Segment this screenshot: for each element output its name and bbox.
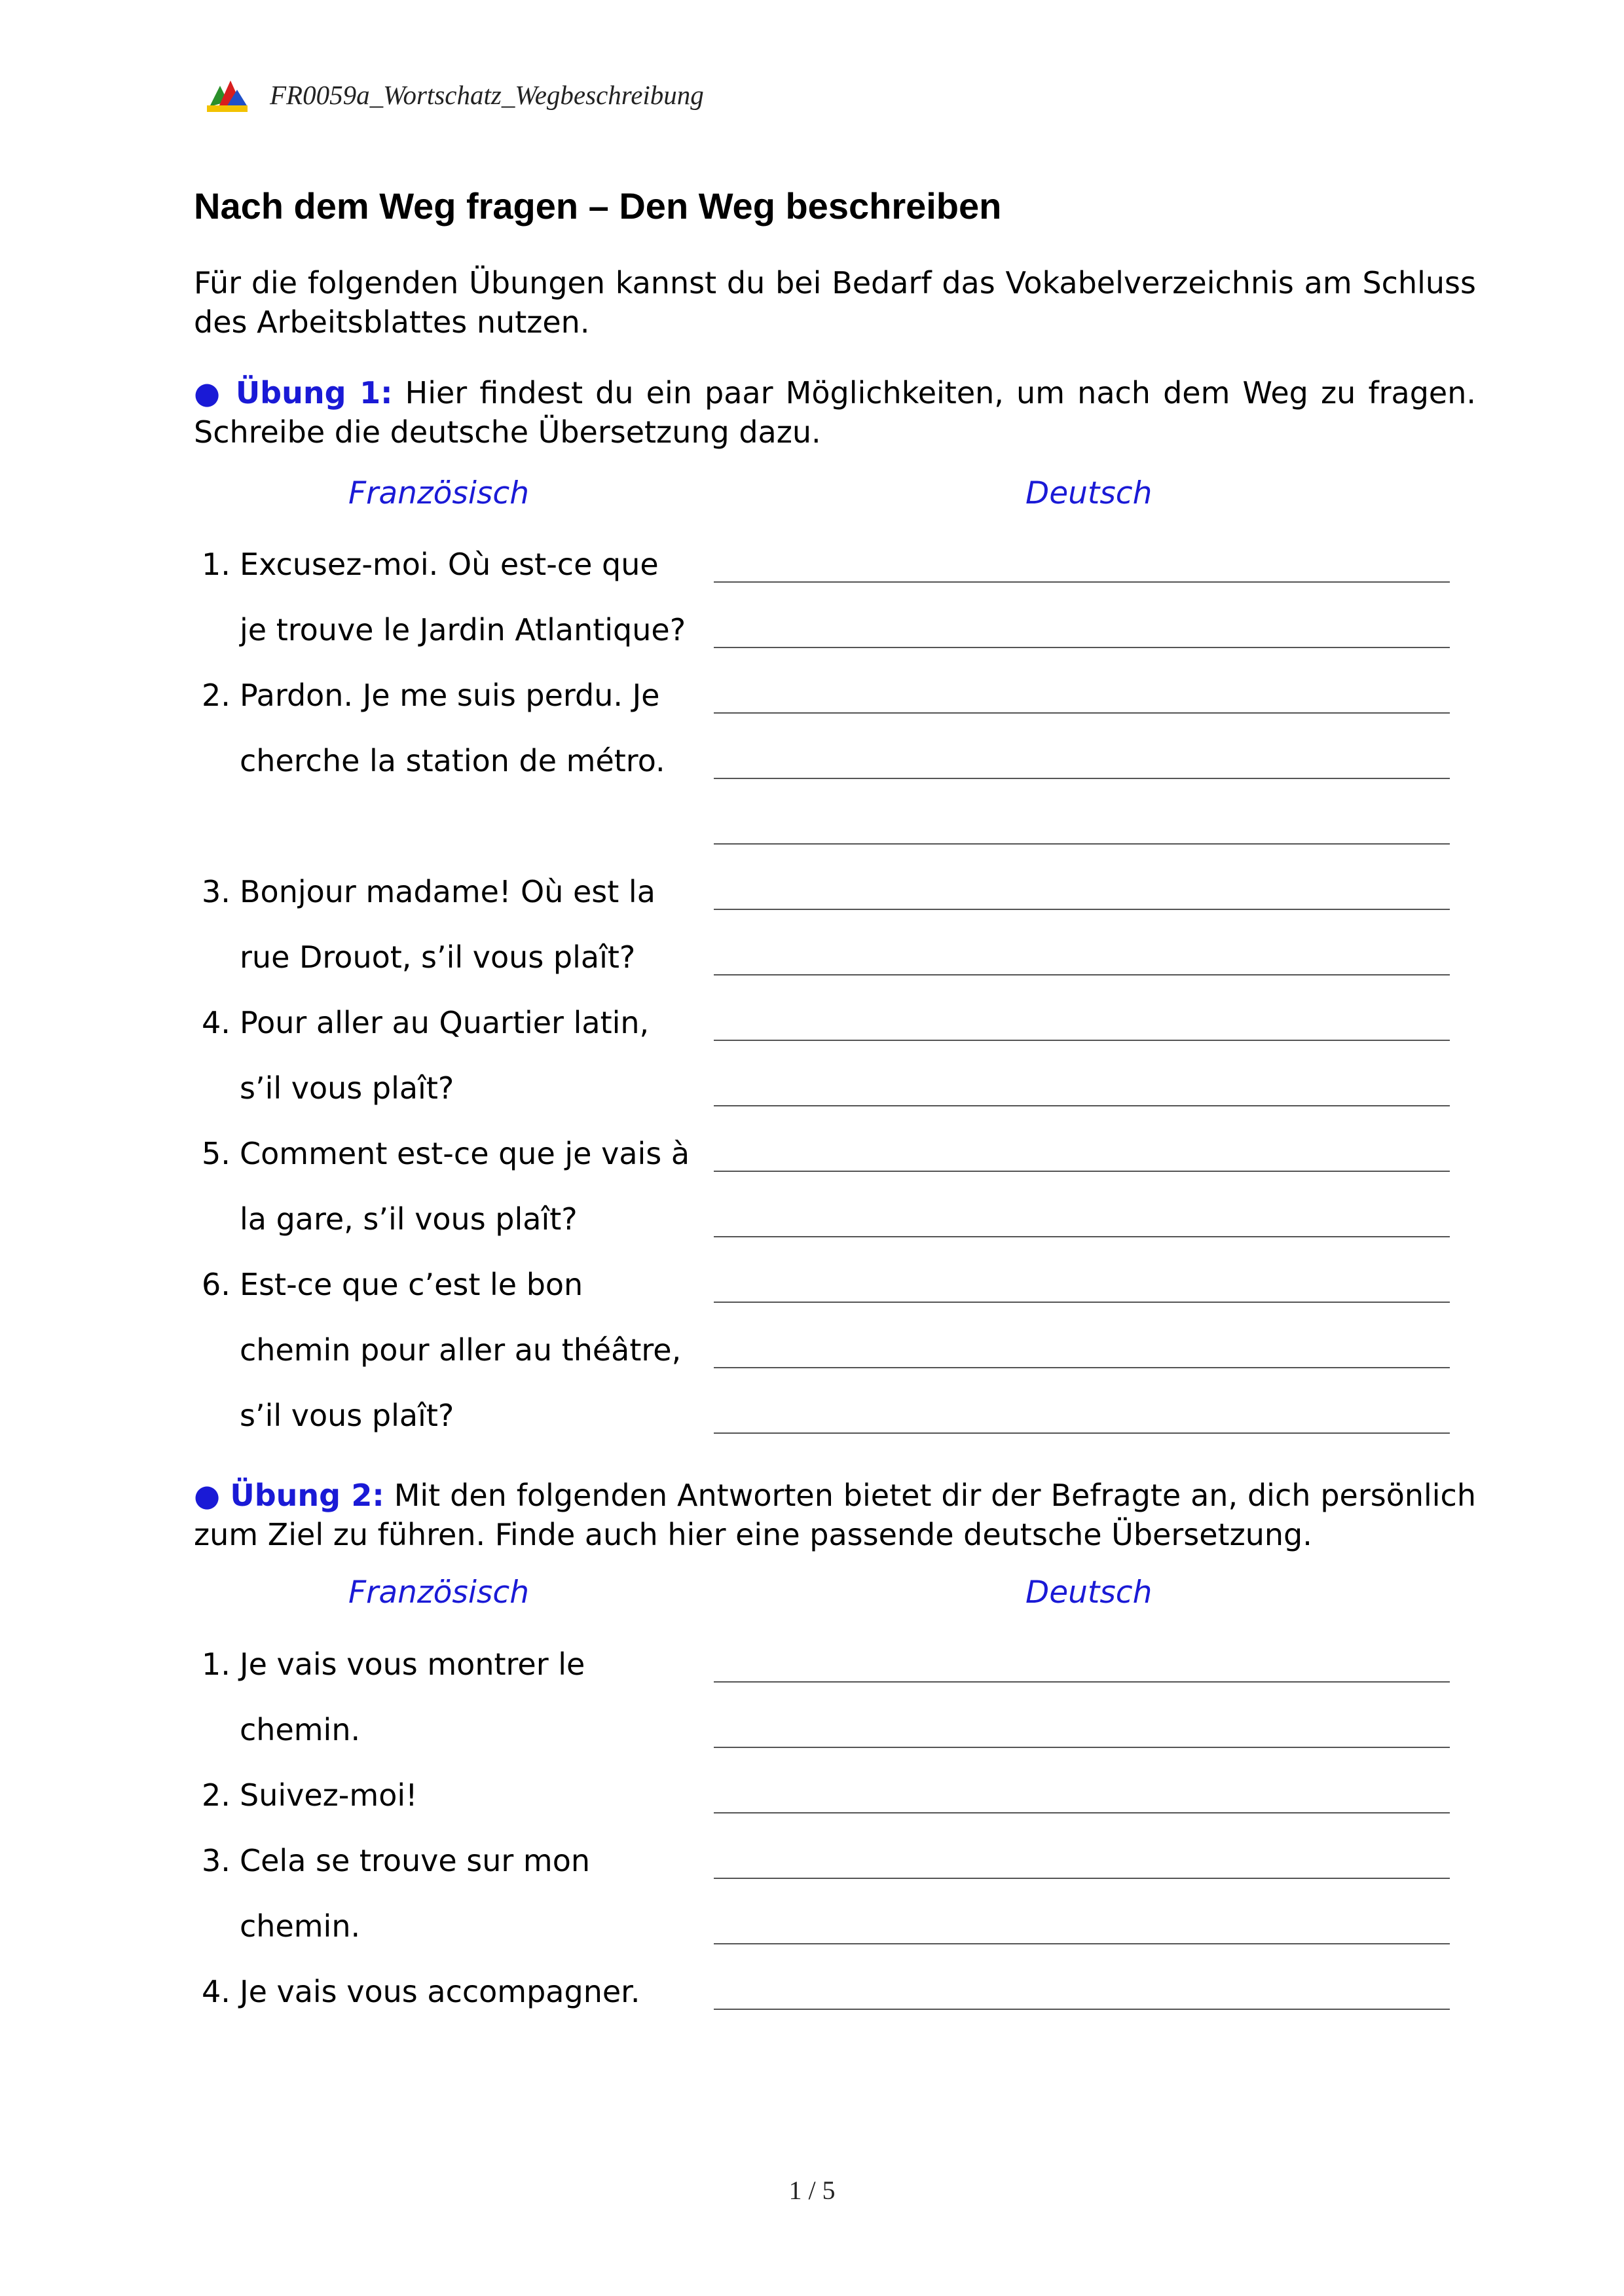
- answer-line[interactable]: [714, 1878, 1450, 1879]
- exercise2-column-french: Französisch: [348, 1575, 530, 1611]
- intro-paragraph: Für die folgenden Übungen kannst du bei Bedarf das Vokabelverzeichnis am Schluss des Arbeitsblattes nutzen.: [194, 265, 1476, 340]
- exercise1-bullet: ●: [194, 375, 223, 410]
- answer-line[interactable]: [714, 843, 1450, 845]
- exercise1-column-german: Deutsch: [1025, 475, 1153, 511]
- answer-line[interactable]: [714, 1681, 1450, 1683]
- answer-line[interactable]: [714, 1943, 1450, 1944]
- exercise1-instructions: [194, 373, 1476, 452]
- logo-icon: [204, 75, 250, 115]
- french-phrase-line: chemin.: [240, 1908, 361, 1944]
- answer-line[interactable]: [714, 1302, 1450, 1303]
- item-number: 3.: [202, 1843, 231, 1878]
- exercise2-instructions: [194, 1476, 1476, 1554]
- item-number: 5.: [202, 1136, 231, 1171]
- french-phrase-line: Bonjour madame! Où est la: [240, 874, 655, 909]
- answer-line[interactable]: [714, 1105, 1450, 1106]
- french-phrase-line: s’il vous plaît?: [240, 1398, 454, 1433]
- item-number: 4.: [202, 1974, 231, 2009]
- item-number: 3.: [202, 874, 231, 909]
- item-number: 6.: [202, 1267, 231, 1302]
- french-phrase-line: cherche la station de métro.: [240, 743, 665, 778]
- answer-line[interactable]: [714, 778, 1450, 779]
- answer-line[interactable]: [714, 647, 1450, 648]
- french-phrase-line: Excusez-moi. Où est-ce que: [240, 547, 659, 582]
- french-phrase-line: Suivez-moi!: [240, 1777, 418, 1813]
- answer-line[interactable]: [714, 1432, 1450, 1434]
- french-phrase-line: s’il vous plaît?: [240, 1070, 454, 1106]
- exercise1-label: Übung 1:: [235, 375, 393, 410]
- exercise2-bullet: ●: [194, 1478, 221, 1513]
- item-number: 2.: [202, 1777, 231, 1813]
- answer-line[interactable]: [714, 581, 1450, 583]
- answer-line[interactable]: [714, 1367, 1450, 1368]
- answer-line[interactable]: [714, 1747, 1450, 1748]
- french-phrase-line: Pardon. Je me suis perdu. Je: [240, 678, 660, 713]
- answer-line[interactable]: [714, 712, 1450, 714]
- french-phrase-line: Je vais vous montrer le: [240, 1647, 585, 1682]
- french-phrase-line: chemin pour aller au théâtre,: [240, 1332, 682, 1368]
- french-phrase-line: Pour aller au Quartier latin,: [240, 1005, 650, 1040]
- exercise2-label: Übung 2:: [230, 1478, 384, 1513]
- french-phrase-line: je trouve le Jardin Atlantique?: [240, 612, 686, 647]
- answer-line[interactable]: [714, 2009, 1450, 2010]
- answer-line[interactable]: [714, 1040, 1450, 1041]
- answer-line[interactable]: [714, 1236, 1450, 1237]
- french-phrase-line: Est-ce que c’est le bon: [240, 1267, 583, 1302]
- french-phrase-line: rue Drouot, s’il vous plaît?: [240, 939, 636, 975]
- page-number: 1 / 5: [788, 2176, 836, 2205]
- french-phrase-line: la gare, s’il vous plaît?: [240, 1201, 578, 1237]
- exercise1-column-french: Französisch: [348, 475, 530, 511]
- page-title: Nach dem Weg fragen – Den Weg beschreiben: [194, 185, 1002, 227]
- exercise2-text: Mit den folgenden Antworten bietet dir der Befragte an, dich persönlich zum Ziel zu führen. Finde auch hier eine passende deutsche Übersetzung.: [194, 1478, 1477, 1552]
- french-phrase-line: Comment est-ce que je vais à: [240, 1136, 690, 1171]
- answer-line[interactable]: [714, 1812, 1450, 1813]
- item-number: 2.: [202, 678, 231, 713]
- document-filename: FR0059a_Wortschatz_Wegbeschreibung: [270, 80, 704, 110]
- french-phrase-line: Je vais vous accompagner.: [240, 1974, 640, 2009]
- answer-line[interactable]: [714, 974, 1450, 975]
- exercise1-text: Hier findest du ein paar Möglichkeiten, um nach dem Weg zu fragen. Schreibe die deutsche Übersetzung dazu.: [194, 375, 1477, 450]
- item-number: 1.: [202, 547, 231, 582]
- french-phrase-line: chemin.: [240, 1712, 361, 1747]
- item-number: 1.: [202, 1647, 231, 1682]
- document-header: [204, 72, 704, 118]
- exercise2-column-german: Deutsch: [1025, 1575, 1153, 1611]
- answer-line[interactable]: [714, 909, 1450, 910]
- item-number: 4.: [202, 1005, 231, 1040]
- french-phrase-line: Cela se trouve sur mon: [240, 1843, 591, 1878]
- answer-line[interactable]: [714, 1171, 1450, 1172]
